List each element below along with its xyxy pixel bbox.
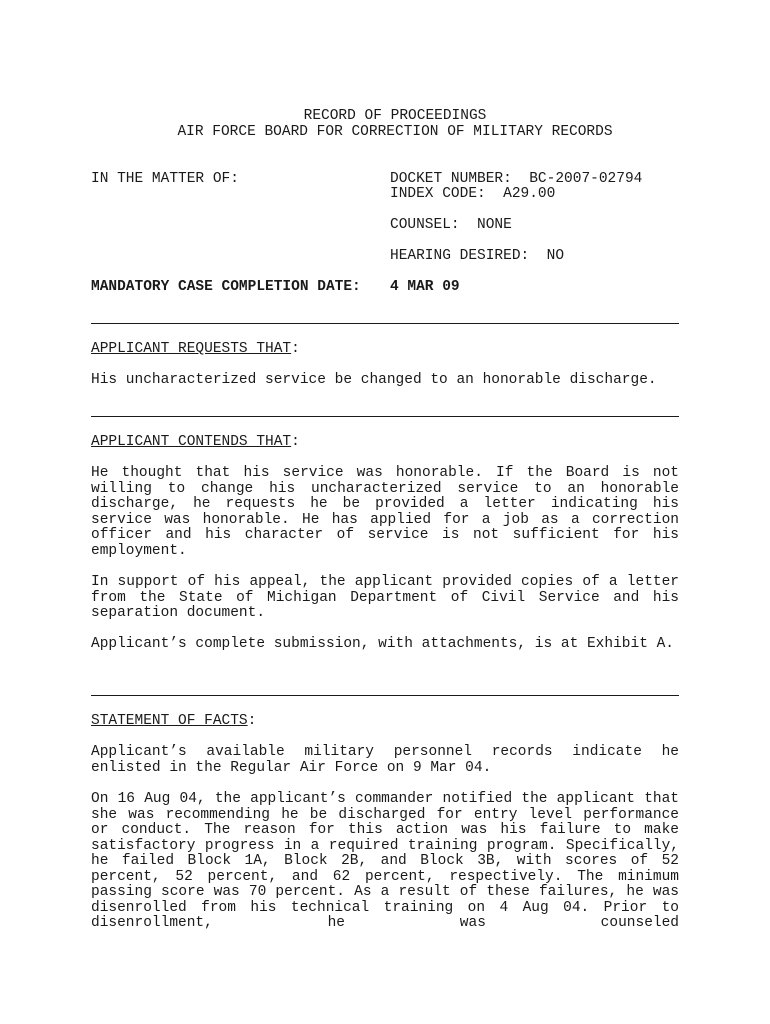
hearing-value: NO [546,248,565,264]
divider-1 [91,323,679,324]
docket-label: DOCKET NUMBER: [390,171,512,187]
counsel-value: NONE [477,217,512,233]
index-value: A29.00 [503,186,556,202]
counsel-label: COUNSEL: [390,217,460,233]
contends-heading-text: APPLICANT CONTENDS THAT [91,434,292,450]
matter-label: IN THE MATTER OF: [91,171,239,187]
completion-date: 4 MAR 09 [390,279,460,295]
index-label: INDEX CODE: [390,186,486,202]
requests-heading-text: APPLICANT REQUESTS THAT [91,341,292,357]
hearing-label: HEARING DESIRED: [390,248,530,264]
divider-2 [91,416,679,417]
completion-label: MANDATORY CASE COMPLETION DATE: [91,279,361,295]
contends-paragraph-2: In support of his appeal, the applicant provided copies of a letter from the State of Michigan Department of Civil Service and his separation document. [91,574,679,621]
requests-heading: APPLICANT REQUESTS THAT: [91,341,300,357]
facts-heading-text: STATEMENT OF FACTS [91,713,248,729]
requests-text: His uncharacterized service be changed to an honorable discharge. [91,372,657,388]
facts-paragraph-2: On 16 Aug 04, the applicant’s commander notified the applicant that she was recommending he be discharged for entry level performance or conduct. The reason for this action was his failure to make satisfactory progress in a required training program. Specifically, he failed Block 1A, Block 2B, and Block 3B, with scores of 52 percent, 52 percent, and 62 percent, respectively. The minimum passing score was 70 percent. As a result of these failures, he was disenrolled from his technical training on 4 Aug 04. Prior to disenrollment, he was counseled [91,791,679,931]
docket-value: BC-2007-02794 [529,171,643,187]
contends-paragraph-1: He thought that his service was honorable. If the Board is not willing to change his uncharacterized service to an honorable discharge, he requests he be provided a letter indicating his service was honorable. He has applied for a job as a correction officer and his character of service is not sufficient for his employment. [91,465,679,559]
index-code [390,187,555,203]
facts-paragraph-1: Applicant’s available military personnel records indicate he enlisted in the Regular Air Force on 9 Mar 04. [91,744,679,776]
hearing-desired [390,249,564,265]
facts-heading: STATEMENT OF FACTS: [91,713,257,729]
divider-3 [91,695,679,696]
counsel [390,218,512,234]
contends-heading: APPLICANT CONTENDS THAT: [91,434,300,450]
document-title: RECORD OF PROCEEDINGS [303,108,487,124]
contends-paragraph-3: Applicant’s complete submission, with attachments, is at Exhibit A. [91,636,674,652]
document-subtitle: AIR FORCE BOARD FOR CORRECTION OF MILITARY RECORDS [177,124,613,140]
